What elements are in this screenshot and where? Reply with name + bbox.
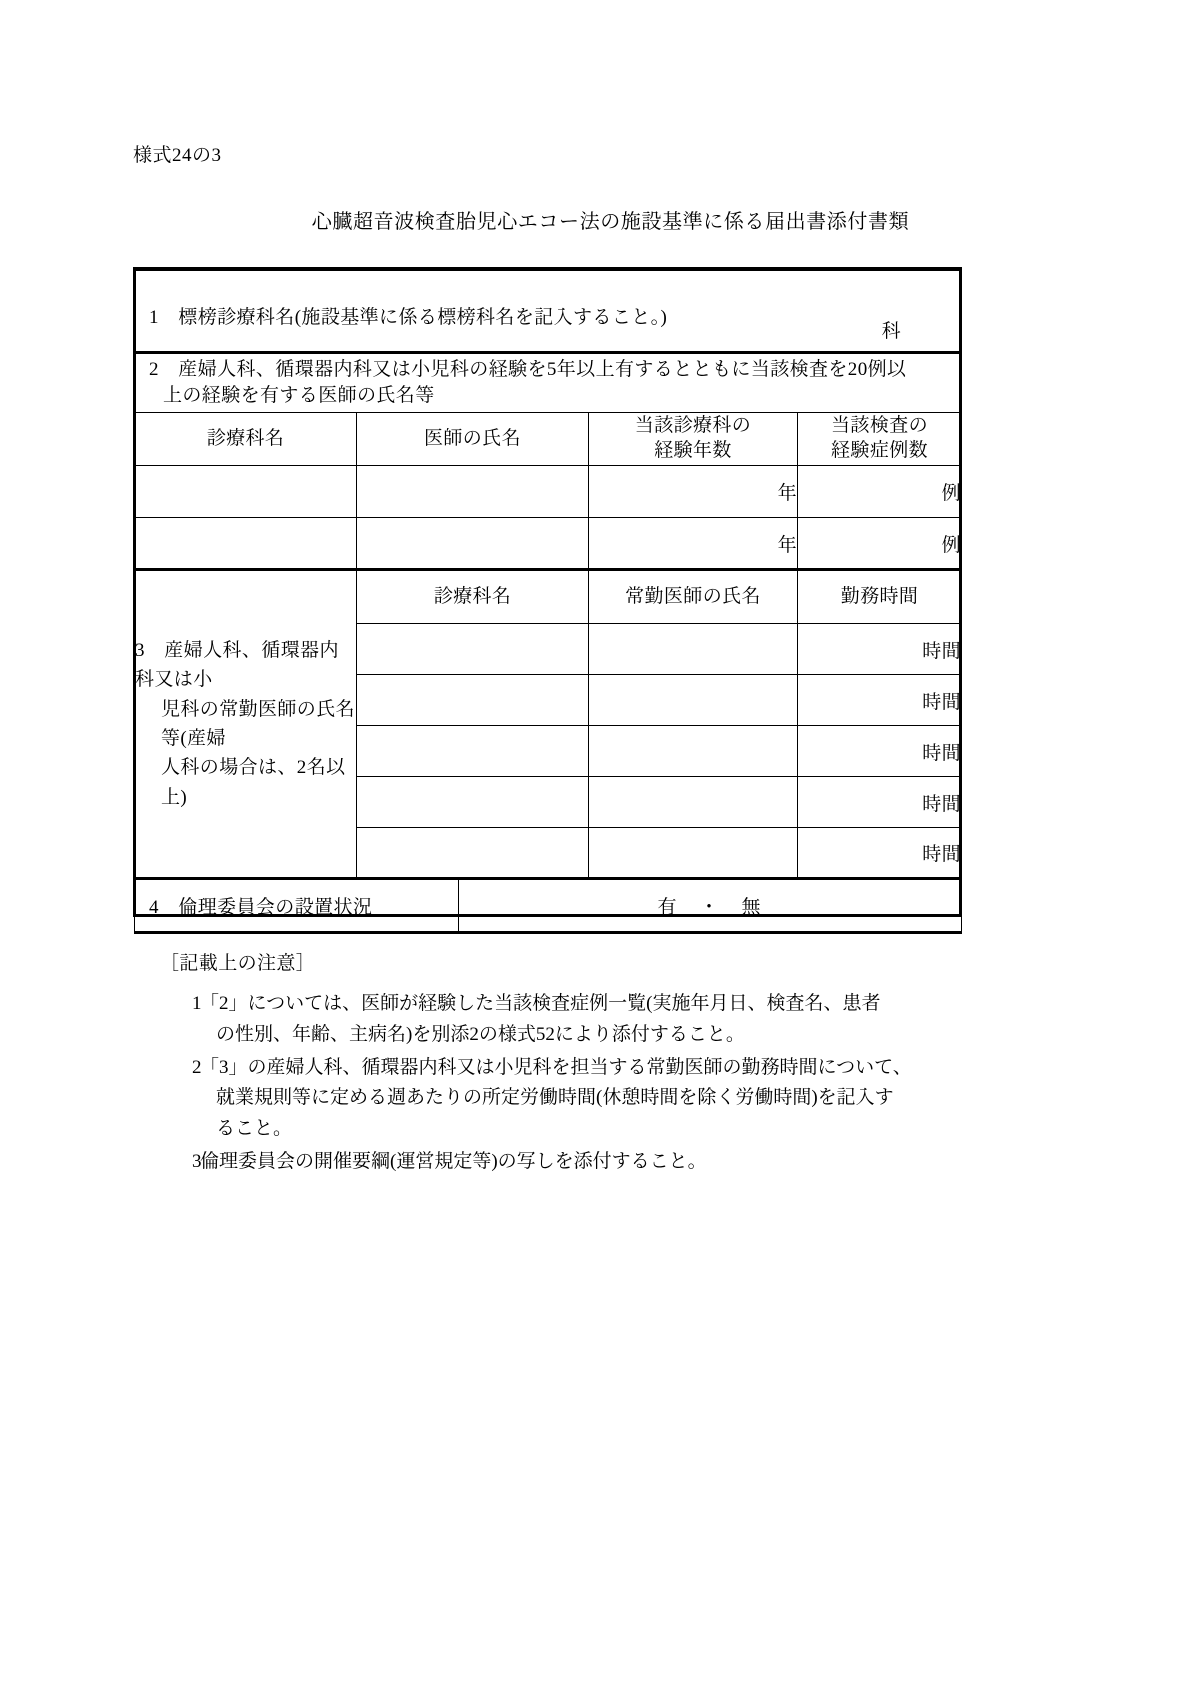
section-4-label-cell: [135, 879, 459, 933]
table-row: [135, 466, 962, 518]
cell-years[interactable]: 年: [589, 518, 798, 570]
section-2-label-line1: 2 産婦人科、循環器内科又は小児科の経験を5年以上有するとともに当該検査を20例以: [149, 359, 907, 381]
note-item: [160, 1053, 1020, 1145]
cell-fulltime-doctor-name[interactable]: [589, 828, 798, 879]
cell-fulltime-doctor-name[interactable]: [589, 726, 798, 777]
note-item: [160, 989, 1020, 1051]
note-text: [200, 989, 1020, 1051]
column-header-fulltime-doctor-name: 常勤医師の氏名: [589, 570, 798, 624]
cell-department[interactable]: [135, 518, 357, 570]
cell-department-s3[interactable]: [357, 726, 589, 777]
column-header-doctor-name: 医師の氏名: [357, 413, 589, 466]
cell-department-s3[interactable]: [357, 828, 589, 879]
cell-department-s3[interactable]: [357, 675, 589, 726]
cell-years[interactable]: 年: [589, 466, 798, 518]
table-row: [135, 518, 962, 570]
note-line-2: の性別、年齢、主病名)を別添2の様式52により添付すること。: [216, 1023, 745, 1045]
section-3-label-cell: [135, 570, 357, 879]
cell-department-s3[interactable]: [357, 624, 589, 675]
cell-fulltime-doctor-name[interactable]: [589, 624, 798, 675]
form-number: 様式24の3: [133, 145, 222, 166]
column-header-working-hours: 勤務時間: [798, 570, 962, 624]
note-number: 1: [192, 993, 202, 1014]
cell-cases[interactable]: 例: [798, 518, 962, 570]
note-line-1: 「2」については、医師が経験した当該検査症例一覧(実施年月日、検査名、患者: [200, 993, 881, 1014]
cell-working-hours[interactable]: 時間: [798, 777, 962, 828]
cell-fulltime-doctor-name[interactable]: [589, 675, 798, 726]
note-line-3: ること。: [216, 1118, 293, 1140]
notes-title: ［記載上の注意］: [160, 953, 316, 974]
note-line-1: 倫理委員会の開催要綱(運営規定等)の写しを添付すること。: [200, 1150, 707, 1172]
column-header-cases-line2: 経験症例数: [831, 440, 929, 461]
section-3-label-line1: 3 産婦人科、循環器内科又は小: [135, 639, 339, 691]
cell-working-hours[interactable]: 時間: [798, 675, 962, 726]
section-4-value[interactable]: 有 ・ 無: [459, 879, 962, 933]
section-2-label-line2: 上の経験を有する医師の氏名等: [163, 385, 435, 406]
cell-working-hours[interactable]: 時間: [798, 624, 962, 675]
notes-section: [160, 948, 1020, 1180]
note-number: 3: [192, 1150, 202, 1172]
column-header-cases-line1: 当該検査の: [831, 415, 929, 437]
note-text: [200, 1147, 1020, 1178]
section-2-label-row: [135, 353, 962, 413]
column-header-department-s3: 診療科名: [357, 570, 589, 624]
section-1-row: [135, 270, 962, 353]
section-1-label: 1 標榜診療科名(施設基準に係る標榜科名を記入すること。): [149, 307, 668, 328]
section-1-cell[interactable]: [135, 270, 962, 353]
column-header-department: 診療科名: [135, 413, 357, 466]
section-1-unit: 科: [881, 321, 902, 342]
page-title: 心臓超音波検査胎児心エコー法の施設基準に係る届出書添付書類: [311, 211, 910, 233]
note-line-1: 「3」の産婦人科、循環器内科又は小児科を担当する常勤医師の勤務時間について、: [200, 1056, 912, 1078]
cell-department[interactable]: [135, 466, 357, 518]
column-header-years: [589, 413, 798, 466]
cell-working-hours[interactable]: 時間: [798, 828, 962, 879]
section-2-column-header-row: [135, 413, 962, 466]
section-2-label-cell: [135, 353, 962, 413]
section-3-label-line3: 人科の場合は、2名以上): [161, 757, 346, 808]
cell-doctor-name[interactable]: [357, 518, 589, 570]
section-4-row: [135, 879, 962, 933]
column-header-cases: [798, 413, 962, 466]
cell-doctor-name[interactable]: [357, 466, 589, 518]
cell-fulltime-doctor-name[interactable]: [589, 777, 798, 828]
section-3-label-line2: 児科の常勤医師の氏名等(産婦: [161, 698, 356, 749]
note-item: [160, 1147, 1020, 1178]
facility-standards-form: [134, 268, 962, 934]
section-3-column-header-row: [135, 570, 962, 624]
note-line-2: 就業規則等に定める週あたりの所定労働時間(休憩時間を除く労働時間)を記入す: [216, 1087, 894, 1109]
cell-department-s3[interactable]: [357, 777, 589, 828]
note-text: [200, 1053, 1020, 1145]
cell-working-hours[interactable]: 時間: [798, 726, 962, 777]
column-header-years-line2: 経験年数: [654, 440, 732, 461]
cell-cases[interactable]: 例: [798, 466, 962, 518]
column-header-years-line1: 当該診療科の: [634, 415, 752, 437]
section-4-label: 4 倫理委員会の設置状況: [149, 897, 373, 918]
note-number: 2: [192, 1056, 202, 1078]
